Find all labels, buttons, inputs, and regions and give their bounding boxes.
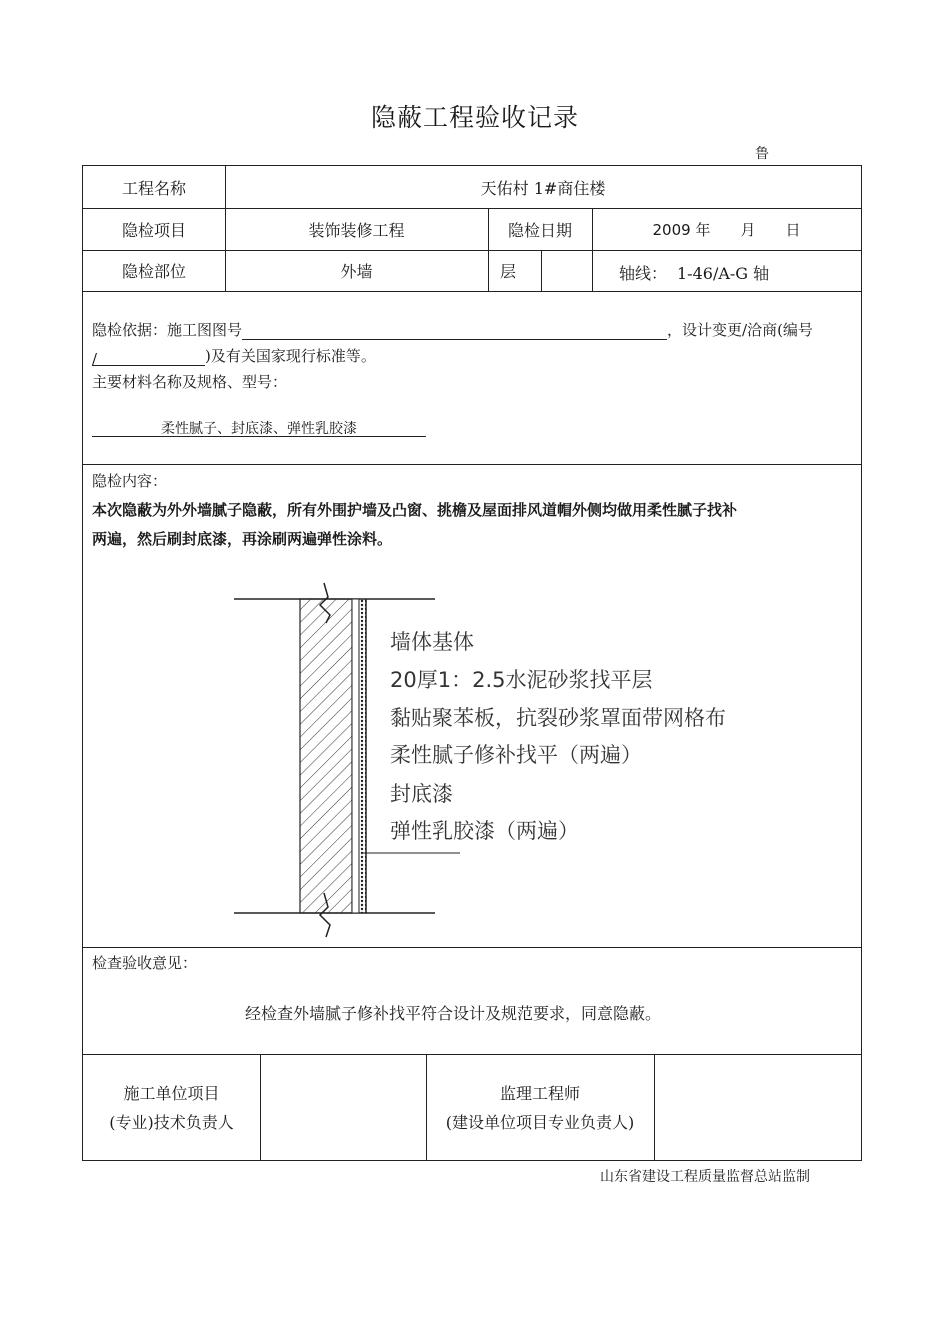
wall-base-layer — [300, 599, 352, 913]
basis-prefix: 隐检依据：施工图图号 — [92, 321, 243, 339]
item-value: 装饰装修工程 — [308, 220, 405, 240]
layer-label-1: 墙体基体 — [390, 630, 474, 654]
basis-line-1 — [92, 319, 813, 340]
supervisor-line-2: (建设单位项目专业负责人) — [445, 1113, 635, 1132]
part-label: 隐检部位 — [121, 262, 186, 281]
content-line-2: 两遍，然后刷封底漆，再涂刷两遍弹性涂料。 — [92, 530, 393, 548]
axis-label: 轴线： — [619, 264, 668, 283]
footer-issuer: 山东省建设工程质量监督总站监制 — [600, 1169, 810, 1185]
layer-label-5: 封底漆 — [390, 782, 453, 806]
project-name-value: 天佑村 1#商住楼 — [480, 178, 606, 198]
layer-label-2: 20厚1：2.5水泥砂浆找平层 — [390, 668, 653, 692]
content-label: 隐检内容： — [92, 472, 168, 490]
axis-value: 1-46/A-G 轴 — [677, 264, 770, 283]
mortar-layer — [352, 599, 359, 913]
drawing-number-blank — [242, 324, 667, 340]
materials-label: 主要材料名称及规格、型号： — [92, 373, 288, 391]
opinion-text: 经检查外墙腻子修补找平符合设计及规范要求，同意隐蔽。 — [245, 1004, 662, 1023]
contractor-signer-label — [83, 1054, 260, 1160]
materials-line — [92, 418, 426, 437]
floor-value — [541, 250, 592, 291]
layer-label-6: 弹性乳胶漆（两遍） — [390, 819, 579, 843]
materials-value: 柔性腻子、封底漆、弹性乳胶漆 — [92, 418, 426, 437]
basis-suffix: ，设计变更/洽商(编号 — [667, 321, 813, 339]
supervisor-line-1: 监理工程师 — [499, 1084, 580, 1103]
layer-label-4: 柔性腻子修补找平（两遍） — [390, 743, 642, 767]
contractor-line-1: 施工单位项目 — [123, 1084, 220, 1103]
content-line-1: 本次隐蔽为外外墙腻子隐蔽，所有外围护墙及凸窗、挑檐及屋面排风道帽外侧均做用柔性腻子找补 — [92, 501, 738, 519]
layer-label-3: 黏贴聚苯板，抗裂砂浆罩面带网格布 — [390, 706, 726, 730]
form-code: 鲁 — [755, 146, 769, 162]
change-number-blank: / — [92, 350, 205, 366]
record-table — [82, 165, 862, 1161]
contractor-line-2: (专业)技术负责人 — [109, 1113, 234, 1132]
opinion-label: 检查验收意见： — [92, 954, 198, 972]
insulation-layer — [359, 599, 366, 913]
supervisor-signer-label — [426, 1054, 654, 1160]
date-label: 隐检日期 — [507, 220, 572, 240]
floor-label: 层 — [499, 262, 516, 281]
page-title: 隐蔽工程验收记录 — [370, 103, 579, 132]
basis-line-2 — [92, 345, 376, 366]
date-value: 2009 年 月 日 — [652, 220, 801, 239]
project-name-label: 工程名称 — [121, 178, 186, 198]
part-value: 外墙 — [340, 262, 373, 281]
item-label: 隐检项目 — [121, 220, 186, 240]
basis-standards: )及有关国家现行标准等。 — [205, 347, 376, 365]
